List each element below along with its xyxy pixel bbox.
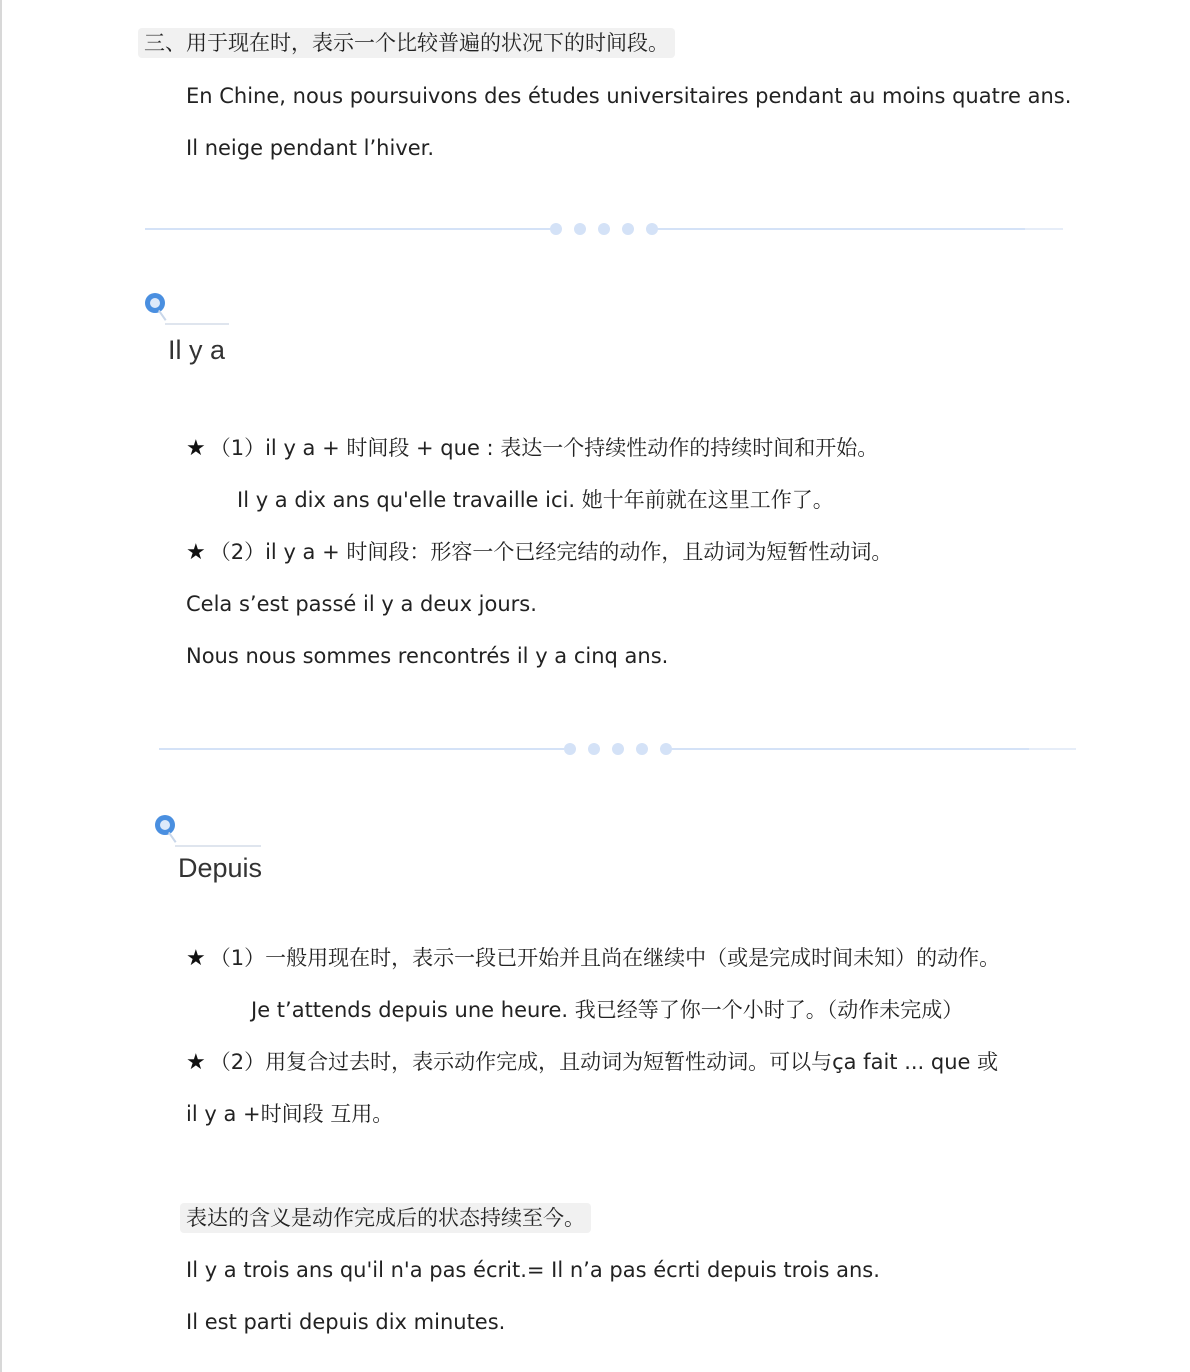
section-title-ilya: Il y a bbox=[168, 335, 226, 365]
dotted-divider-icon bbox=[145, 221, 1065, 237]
ilya-rule-1-example: Il y a dix ans qu'elle travaille ici. 她十年前就在这里工作了。 bbox=[237, 488, 834, 512]
depuis-example-2: Il est parti depuis dix minutes. bbox=[186, 1310, 506, 1334]
depuis-rule-1-text: （1）一般用现在时，表示一段已开始并且尚在继续中（或是完成时间未知）的动作。 bbox=[209, 946, 1001, 970]
section3-example-1: En Chine, nous poursuivons des études universitaires pendant au moins quatre ans. bbox=[186, 84, 1072, 108]
depuis-rule-1-example: Je t’attends depuis une heure. 我已经等了你一个小时了。（动作未完成） bbox=[251, 998, 964, 1022]
ilya-rule-2-text: （2）il y a + 时间段：形容一个已经完结的动作，且动词为短暂性动词。 bbox=[209, 540, 893, 564]
ilya-rule-2-example-2: Nous nous sommes rencontrés il y a cinq ans. bbox=[186, 644, 669, 668]
ilya-rule-1-text: （1）il y a + 时间段 + que : 表达一个持续性动作的持续时间和开始。 bbox=[209, 436, 879, 460]
star-icon: ★ bbox=[186, 436, 206, 461]
ilya-rule-2-example-1: Cela s’est passé il y a deux jours. bbox=[186, 592, 537, 616]
depuis-rule-2 bbox=[186, 1047, 998, 1078]
section3-heading: 三、用于现在时，表示一个比较普遍的状况下的时间段。 bbox=[138, 28, 675, 58]
depuis-example-1: Il y a trois ans qu'il n'a pas écrit.= Il n’a pas écrti depuis trois ans. bbox=[186, 1258, 880, 1282]
ilya-rule-2 bbox=[186, 537, 892, 568]
pin-marker-icon bbox=[145, 293, 255, 333]
depuis-rule-2-continuation: il y a +时间段 互用。 bbox=[186, 1102, 394, 1126]
star-icon: ★ bbox=[186, 1050, 206, 1075]
star-icon: ★ bbox=[186, 540, 206, 565]
pin-marker-icon bbox=[155, 815, 265, 855]
depuis-highlight-note: 表达的含义是动作完成后的状态持续至今。 bbox=[180, 1203, 591, 1233]
depuis-rule-2-text: （2）用复合过去时，表示动作完成，且动词为短暂性动词。可以与ça fait ... que 或 bbox=[209, 1050, 999, 1074]
page-left-border bbox=[0, 0, 2, 1372]
section-title-depuis: Depuis bbox=[178, 853, 263, 883]
ilya-rule-1 bbox=[186, 433, 878, 464]
depuis-rule-1 bbox=[186, 943, 1000, 974]
dotted-divider-icon bbox=[159, 741, 1079, 757]
section3-example-2: Il neige pendant l’hiver. bbox=[186, 136, 435, 160]
star-icon: ★ bbox=[186, 946, 206, 971]
